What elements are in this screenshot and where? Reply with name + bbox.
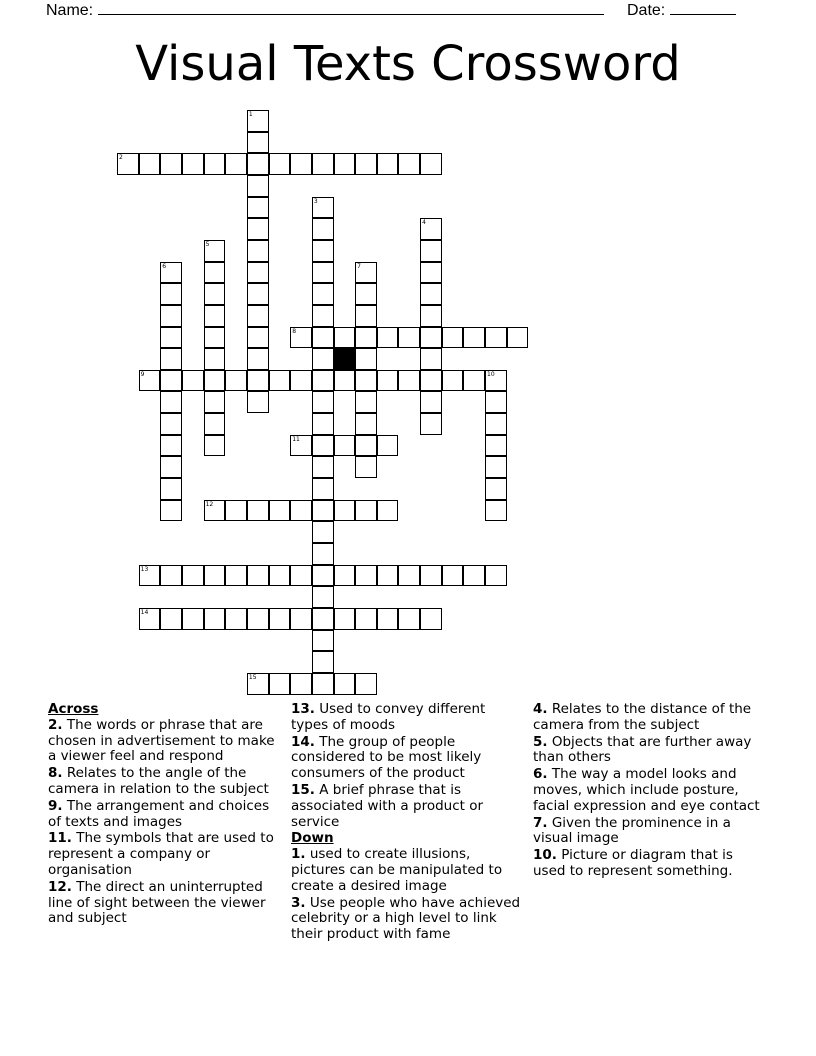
- grid-cell[interactable]: [312, 435, 334, 457]
- grid-cell[interactable]: [160, 283, 182, 305]
- grid-cell[interactable]: [334, 500, 356, 522]
- grid-cell[interactable]: [377, 500, 399, 522]
- grid-cell[interactable]: [377, 370, 399, 392]
- grid-cell[interactable]: [204, 370, 226, 392]
- cell-number: 13: [140, 565, 149, 573]
- clue-text: Given the prominence in a visual image: [533, 814, 731, 847]
- grid-cell[interactable]: [312, 673, 334, 695]
- clue-down-6: [533, 767, 768, 814]
- cell-number: 10: [487, 370, 495, 378]
- grid-cell[interactable]: [485, 435, 507, 457]
- grid-cell[interactable]: [312, 651, 334, 673]
- grid-cell[interactable]: [420, 348, 442, 370]
- grid-cell[interactable]: [204, 305, 226, 327]
- clue-text: The way a model looks and moves, which include posture, facial expression and eye contact: [533, 766, 760, 814]
- grid-cell[interactable]: [247, 283, 269, 305]
- clue-text: Used to convey different types of moods: [291, 701, 486, 733]
- grid-cell[interactable]: [204, 500, 226, 522]
- grid-cell[interactable]: [160, 348, 182, 370]
- grid-cell[interactable]: [398, 565, 420, 587]
- grid-cell[interactable]: [312, 370, 334, 392]
- grid-cell[interactable]: [355, 565, 377, 587]
- grid-cell[interactable]: [204, 283, 226, 305]
- grid-cell[interactable]: [269, 565, 291, 587]
- grid-cell[interactable]: [485, 391, 507, 413]
- grid-cell[interactable]: [398, 608, 420, 630]
- grid-cell[interactable]: [269, 608, 291, 630]
- grid-cell[interactable]: [312, 283, 334, 305]
- grid-cell[interactable]: [312, 218, 334, 240]
- page-title: Visual Texts Crossword: [135, 36, 681, 92]
- grid-cell[interactable]: [420, 283, 442, 305]
- grid-cell[interactable]: [204, 327, 226, 349]
- clue-text: used to create illusions, pictures can be manipulated to create a desired image: [291, 846, 503, 894]
- grid-cell[interactable]: [225, 370, 247, 392]
- clue-text: Relates to the angle of the camera in relation to the subject: [48, 765, 269, 797]
- grid-cell[interactable]: [204, 262, 226, 284]
- grid-cell[interactable]: [355, 262, 377, 284]
- grid-cell[interactable]: [420, 153, 442, 175]
- grid-cell[interactable]: [247, 327, 269, 349]
- clues-column-1: [48, 702, 283, 928]
- grid-cell[interactable]: [355, 391, 377, 413]
- grid-cell[interactable]: [117, 153, 139, 175]
- clue-across-2: [48, 718, 283, 765]
- grid-cell[interactable]: [247, 500, 269, 522]
- grid-cell[interactable]: [312, 197, 334, 219]
- grid-cell[interactable]: [420, 370, 442, 392]
- grid-cell[interactable]: [420, 305, 442, 327]
- clue-across-8: [48, 766, 283, 798]
- grid-cell[interactable]: [377, 608, 399, 630]
- grid-cell[interactable]: [485, 565, 507, 587]
- cell-number: 7: [357, 262, 361, 270]
- clue-text: The arrangement and choices of texts and images: [48, 797, 270, 830]
- grid-cell[interactable]: [204, 608, 226, 630]
- cell-number: 2: [119, 154, 123, 162]
- grid-cell[interactable]: [420, 240, 442, 262]
- grid-cell[interactable]: [312, 413, 334, 435]
- clue-text: The symbols that are used to represent a company or organisation: [48, 830, 274, 878]
- grid-cell[interactable]: [247, 305, 269, 327]
- grid-cell[interactable]: [290, 153, 312, 175]
- name-label: Name:: [46, 2, 94, 19]
- grid-cell[interactable]: [377, 153, 399, 175]
- grid-cell[interactable]: [312, 153, 334, 175]
- date-blank[interactable]: [670, 0, 736, 15]
- grid-cell[interactable]: [290, 565, 312, 587]
- black-cell: [334, 348, 356, 370]
- clues-column-2: [291, 702, 521, 944]
- clue-text: A brief phrase that is associated with a product or service: [291, 781, 484, 830]
- grid-cell[interactable]: [139, 565, 161, 587]
- clue-number: 2.: [48, 716, 63, 733]
- clue-across-12: [48, 880, 283, 927]
- grid-cell[interactable]: [247, 110, 269, 132]
- clue-across-9: [48, 799, 283, 831]
- grid-cell[interactable]: [398, 153, 420, 175]
- clue-number: 6.: [533, 766, 548, 783]
- grid-cell[interactable]: [485, 370, 507, 392]
- grid-cell[interactable]: [204, 391, 226, 413]
- cell-number: 11: [292, 435, 300, 443]
- grid-cell[interactable]: [334, 673, 356, 695]
- grid-cell[interactable]: [355, 327, 377, 349]
- grid-cell[interactable]: [225, 153, 247, 175]
- clue-number: 12.: [48, 878, 72, 895]
- grid-cell[interactable]: [398, 327, 420, 349]
- clue-across-11: [48, 831, 283, 878]
- cell-number: 12: [205, 500, 214, 508]
- clue-text: The group of people considered to be most likely consumers of the product: [291, 733, 482, 782]
- grid-cell[interactable]: [247, 348, 269, 370]
- clue-number: 3.: [291, 894, 306, 911]
- clue-text: Objects that are further away than others: [533, 733, 752, 766]
- grid-cell[interactable]: [269, 153, 291, 175]
- grid-cell[interactable]: [312, 565, 334, 587]
- grid-cell[interactable]: [334, 327, 356, 349]
- grid-cell[interactable]: [247, 370, 269, 392]
- grid-cell[interactable]: [442, 370, 464, 392]
- grid-cell[interactable]: [420, 413, 442, 435]
- clue-number: 1.: [291, 846, 306, 863]
- grid-cell[interactable]: [247, 608, 269, 630]
- grid-cell[interactable]: [204, 240, 226, 262]
- grid-cell[interactable]: [182, 565, 204, 587]
- name-line: [46, 0, 604, 20]
- clue-across-14: [291, 735, 521, 782]
- grid-cell[interactable]: [247, 391, 269, 413]
- cell-number: 9: [140, 370, 145, 378]
- cell-number: 15: [248, 673, 257, 681]
- grid-cell[interactable]: [160, 435, 182, 457]
- grid-cell[interactable]: [247, 175, 269, 197]
- grid-cell[interactable]: [160, 456, 182, 478]
- grid-cell[interactable]: [442, 565, 464, 587]
- grid-cell[interactable]: [160, 327, 182, 349]
- grid-cell[interactable]: [204, 565, 226, 587]
- grid-cell[interactable]: [334, 153, 356, 175]
- grid-cell[interactable]: [290, 327, 312, 349]
- clue-down-10: [533, 848, 768, 880]
- cell-number: 5: [205, 240, 210, 248]
- grid-cell[interactable]: [312, 327, 334, 349]
- clue-across-15: [291, 783, 521, 830]
- grid-cell[interactable]: [485, 478, 507, 500]
- grid-cell[interactable]: [355, 456, 377, 478]
- grid-cell[interactable]: [247, 153, 269, 175]
- grid-cell[interactable]: [420, 608, 442, 630]
- grid-cell[interactable]: [269, 370, 291, 392]
- grid-cell[interactable]: [334, 565, 356, 587]
- grid-cell[interactable]: [290, 608, 312, 630]
- grid-cell[interactable]: [463, 370, 485, 392]
- cell-number: 3: [313, 197, 318, 205]
- grid-cell[interactable]: [312, 305, 334, 327]
- grid-cell[interactable]: [139, 608, 161, 630]
- grid-cell[interactable]: [160, 565, 182, 587]
- grid-cell[interactable]: [355, 370, 377, 392]
- grid-cell[interactable]: [139, 370, 161, 392]
- grid-cell[interactable]: [312, 500, 334, 522]
- grid-cell[interactable]: [334, 608, 356, 630]
- grid-cell[interactable]: [398, 370, 420, 392]
- grid-cell[interactable]: [290, 435, 312, 457]
- grid-cell[interactable]: [485, 456, 507, 478]
- grid-cell[interactable]: [312, 348, 334, 370]
- grid-cell[interactable]: [160, 391, 182, 413]
- clue-number: 14.: [291, 733, 315, 750]
- clue-text: Relates to the distance of the camera from the subject: [533, 701, 752, 733]
- grid-cell[interactable]: [225, 565, 247, 587]
- grid-cell[interactable]: [204, 153, 226, 175]
- grid-cell[interactable]: [312, 586, 334, 608]
- clue-down-7: [533, 816, 768, 848]
- grid-cell[interactable]: [312, 391, 334, 413]
- clue-text: Picture or diagram that is used to represent something.: [533, 847, 733, 879]
- name-blank[interactable]: [98, 0, 604, 15]
- grid-cell[interactable]: [247, 565, 269, 587]
- cell-number: 1: [248, 111, 253, 118]
- grid-cell[interactable]: [290, 500, 312, 522]
- grid-cell[interactable]: [334, 370, 356, 392]
- grid-cell[interactable]: [377, 565, 399, 587]
- across-heading: Across: [48, 701, 99, 717]
- grid-cell[interactable]: [463, 565, 485, 587]
- grid-cell[interactable]: [225, 500, 247, 522]
- cell-number: 14: [140, 608, 149, 616]
- grid-cell[interactable]: [204, 413, 226, 435]
- clue-down-3: [291, 896, 521, 943]
- clue-number: 8.: [48, 765, 63, 782]
- grid-cell[interactable]: [485, 327, 507, 349]
- grid-cell[interactable]: [247, 240, 269, 262]
- grid-cell[interactable]: [160, 500, 182, 522]
- grid-cell[interactable]: [247, 197, 269, 219]
- grid-cell[interactable]: [485, 413, 507, 435]
- clue-number: 5.: [533, 733, 548, 750]
- grid-cell[interactable]: [247, 218, 269, 240]
- clue-number: 10.: [533, 847, 557, 864]
- grid-cell[interactable]: [247, 132, 269, 154]
- grid-cell[interactable]: [160, 153, 182, 175]
- grid-cell[interactable]: [355, 435, 377, 457]
- grid-cell[interactable]: [182, 370, 204, 392]
- grid-cell[interactable]: [290, 673, 312, 695]
- clue-down-5: [533, 735, 768, 767]
- clue-number: 7.: [533, 814, 548, 831]
- grid-cell[interactable]: [377, 435, 399, 457]
- grid-cell[interactable]: [160, 608, 182, 630]
- grid-cell[interactable]: [182, 608, 204, 630]
- grid-cell[interactable]: [355, 305, 377, 327]
- cell-number: 4: [422, 219, 426, 227]
- grid-cell[interactable]: [247, 673, 269, 695]
- grid-cell[interactable]: [420, 218, 442, 240]
- clues-column-3: [533, 702, 768, 881]
- grid-cell[interactable]: [355, 500, 377, 522]
- grid-cell[interactable]: [377, 327, 399, 349]
- grid-cell[interactable]: [160, 478, 182, 500]
- date-line: [627, 0, 736, 20]
- clue-text: Use people who have achieved celebrity or a high level to link their product with fame: [291, 894, 521, 943]
- clue-number: 13.: [291, 701, 315, 717]
- grid-cell[interactable]: [312, 262, 334, 284]
- grid-cell[interactable]: [290, 370, 312, 392]
- grid-cell[interactable]: [204, 348, 226, 370]
- grid-cell[interactable]: [204, 435, 226, 457]
- grid-cell[interactable]: [225, 608, 247, 630]
- grid-cell[interactable]: [312, 521, 334, 543]
- grid-cell[interactable]: [355, 673, 377, 695]
- clue-number: 9.: [48, 797, 63, 814]
- cell-number: 6: [162, 262, 167, 270]
- grid-cell[interactable]: [355, 608, 377, 630]
- grid-cell[interactable]: [160, 413, 182, 435]
- grid-cell[interactable]: [160, 370, 182, 392]
- clue-down-1: [291, 847, 521, 894]
- grid-cell[interactable]: [334, 435, 356, 457]
- grid-cell[interactable]: [182, 153, 204, 175]
- grid-cell[interactable]: [139, 153, 161, 175]
- clue-across-13: [291, 702, 521, 734]
- grid-cell[interactable]: [160, 262, 182, 284]
- grid-cell[interactable]: [463, 327, 485, 349]
- grid-cell[interactable]: [160, 305, 182, 327]
- grid-cell[interactable]: [312, 478, 334, 500]
- down-heading: Down: [291, 830, 334, 847]
- grid-cell[interactable]: [507, 327, 529, 349]
- grid-cell[interactable]: [312, 630, 334, 652]
- grid-cell[interactable]: [312, 543, 334, 565]
- grid-cell[interactable]: [269, 673, 291, 695]
- date-label: Date:: [627, 2, 666, 19]
- grid-cell[interactable]: [420, 391, 442, 413]
- clue-number: 15.: [291, 781, 315, 798]
- cell-number: 8: [292, 327, 297, 335]
- grid-cell[interactable]: [312, 456, 334, 478]
- grid-cell[interactable]: [312, 240, 334, 262]
- grid-cell[interactable]: [355, 413, 377, 435]
- grid-cell[interactable]: [485, 500, 507, 522]
- grid-cell[interactable]: [355, 283, 377, 305]
- grid-cell[interactable]: [247, 262, 269, 284]
- clue-number: 11.: [48, 830, 72, 847]
- grid-cell[interactable]: [269, 500, 291, 522]
- clue-number: 4.: [533, 701, 548, 717]
- grid-cell[interactable]: [420, 327, 442, 349]
- grid-cell[interactable]: [355, 348, 377, 370]
- grid-cell[interactable]: [442, 327, 464, 349]
- grid-cell[interactable]: [420, 565, 442, 587]
- clue-text: The words or phrase that are chosen in advertisement to make a viewer feel and respond: [48, 716, 275, 765]
- clue-down-4: [533, 702, 768, 734]
- grid-cell[interactable]: [312, 608, 334, 630]
- clue-text: The direct an uninterrupted line of sight between the viewer and subject: [48, 878, 266, 927]
- grid-cell[interactable]: [355, 153, 377, 175]
- grid-cell[interactable]: [420, 262, 442, 284]
